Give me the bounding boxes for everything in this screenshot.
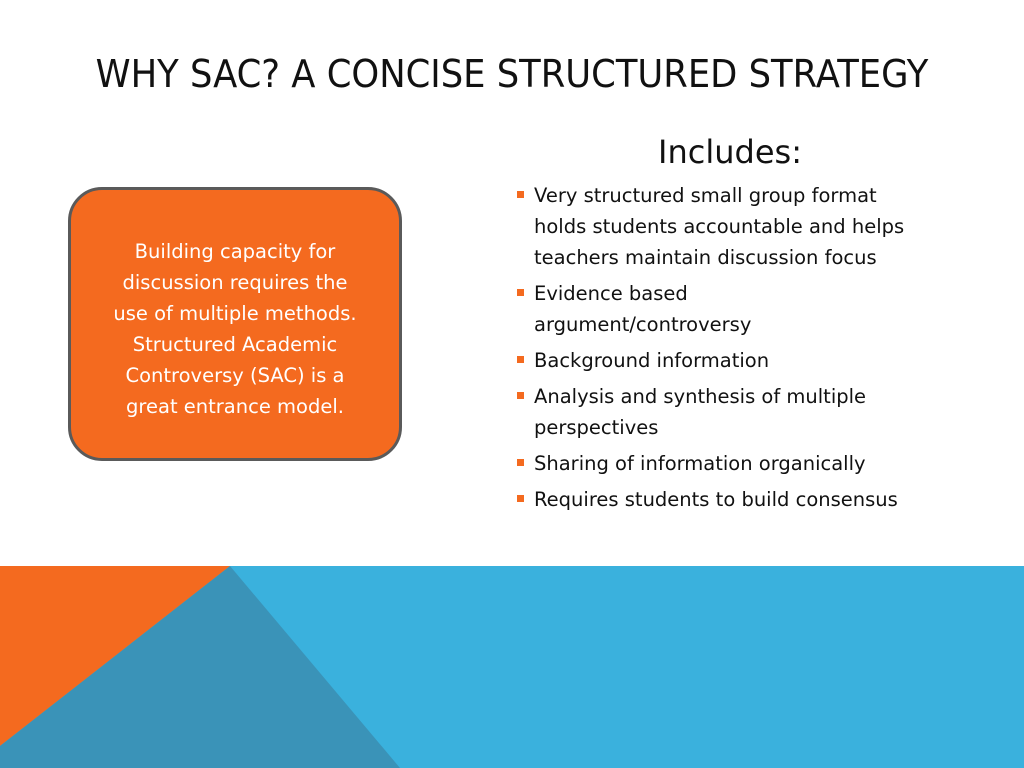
square-bullet-icon bbox=[517, 289, 524, 296]
bullet-item-analysis bbox=[512, 381, 992, 443]
bullet-line: Analysis and synthesis of multiple bbox=[534, 385, 867, 408]
callout-line: Building capacity for bbox=[134, 240, 336, 263]
footer-decoration bbox=[0, 566, 1024, 768]
includes-heading: Includes: bbox=[658, 133, 802, 171]
bullet-item-evidence-based bbox=[512, 278, 992, 340]
bullet-list bbox=[512, 180, 992, 520]
bullet-line: Sharing of information organically bbox=[534, 452, 866, 475]
bullet-item-background bbox=[512, 345, 992, 376]
slide-title: WHY SAC? A CONCISE STRUCTURED STRATEGY bbox=[95, 52, 929, 96]
bullet-item-structured-format bbox=[512, 180, 992, 273]
callout-line: great entrance model. bbox=[126, 395, 344, 418]
bullet-line: Very structured small group format bbox=[534, 184, 877, 207]
square-bullet-icon bbox=[517, 191, 524, 198]
bullet-line: perspectives bbox=[534, 416, 659, 439]
bullet-line: Requires students to build consensus bbox=[534, 488, 898, 511]
callout-line: use of multiple methods. bbox=[113, 302, 357, 325]
bullet-line: holds students accountable and helps bbox=[534, 215, 905, 238]
callout-text bbox=[89, 236, 381, 422]
square-bullet-icon bbox=[517, 495, 524, 502]
bullet-line: argument/controversy bbox=[534, 313, 752, 336]
bullet-line: Background information bbox=[534, 349, 770, 372]
callout-box bbox=[68, 187, 402, 461]
callout-line: Structured Academic bbox=[132, 333, 338, 356]
bullet-line: teachers maintain discussion focus bbox=[534, 246, 877, 269]
callout-line: discussion requires the bbox=[122, 271, 348, 294]
callout-line: Controversy (SAC) is a bbox=[125, 364, 345, 387]
bullet-item-sharing bbox=[512, 448, 992, 479]
square-bullet-icon bbox=[517, 392, 524, 399]
square-bullet-icon bbox=[517, 356, 524, 363]
square-bullet-icon bbox=[517, 459, 524, 466]
bullet-line: Evidence based bbox=[534, 282, 688, 305]
bullet-item-consensus bbox=[512, 484, 992, 515]
